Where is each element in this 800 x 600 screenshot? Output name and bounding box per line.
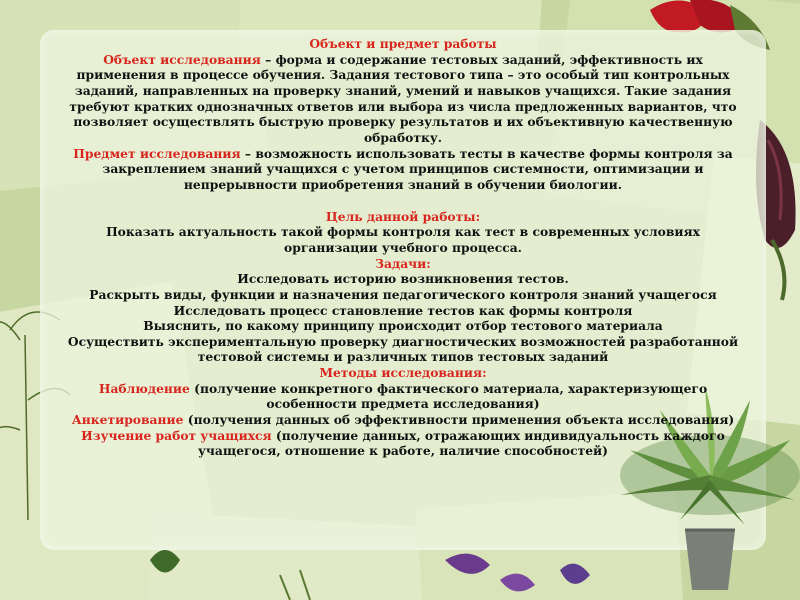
method-name: Анкетирование bbox=[71, 412, 184, 428]
object-label: Объект исследования bbox=[103, 51, 261, 67]
tasks-label: Задачи: bbox=[375, 255, 431, 271]
method-item bbox=[58, 428, 748, 459]
task-item: Раскрыть виды, функции и назначения педагогического контроля знаний учащегося bbox=[89, 286, 717, 302]
methods-label: Методы исследования: bbox=[319, 365, 487, 381]
subject-label: Предмет исследования bbox=[73, 145, 241, 161]
method-text: (получение данных, отражающих индивидуальность каждого учащегося, отношение к работе, наличие способностей) bbox=[198, 427, 725, 459]
method-name: Изучение работ учащихся bbox=[81, 427, 272, 443]
object-paragraph bbox=[58, 52, 748, 146]
goal-text: Показать актуальность такой формы контроля как тест в современных условиях организации учебного процесса. bbox=[106, 224, 700, 255]
task-item: Исследовать процесс становление тестов как формы контроля bbox=[173, 302, 633, 318]
goal-label: Цель данной работы: bbox=[325, 208, 481, 224]
object-text: – форма и содержание тестовых заданий, эффективность их применения в процессе обучения. Задания тестового типа – это особый тип контрольных заданий, направленных на проверку знаний, умений и навыков учащихся. Такие задания требуют кратких однозначных ответов или выбора из числа предложенных вариантов, что позволяет осуществлять быструю проверку результатов и их объективную качественную обработку. bbox=[69, 51, 737, 145]
method-item bbox=[58, 412, 748, 428]
method-name: Наблюдение bbox=[98, 380, 190, 396]
task-item: Осуществить экспериментальную проверку диагностических возможностей разработанной тестовой системы и различных типов тестовых заданий bbox=[67, 333, 739, 365]
spacer bbox=[58, 193, 748, 209]
method-item bbox=[58, 381, 748, 412]
subject-paragraph bbox=[58, 146, 748, 193]
task-item: Выяснить, по какому принципу происходит отбор тестового материала bbox=[143, 318, 663, 334]
method-text: (получения данных об эффективности применения объекта исследования) bbox=[183, 412, 735, 428]
method-text: (получение конкретного фактического материала, характеризующего особенности предмета исследования) bbox=[189, 380, 708, 412]
slide-content bbox=[58, 36, 748, 459]
slide-title: Объект и предмет работы bbox=[309, 36, 497, 51]
task-item: Исследовать историю возникновения тестов. bbox=[237, 271, 569, 287]
subject-text: – возможность использовать тесты в качестве формы контроля за закреплением знаний учащихся с учетом принципов системности, оптимизации и непрерывности приобретения знаний в обучении биологии. bbox=[102, 145, 733, 192]
